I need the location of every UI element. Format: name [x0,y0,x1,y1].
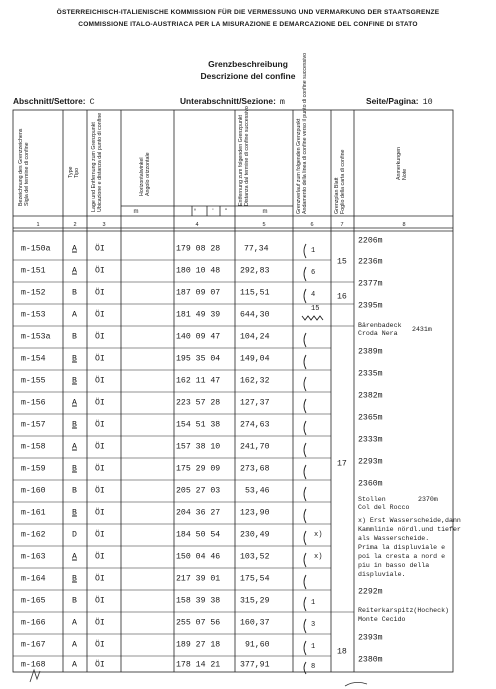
row-course-mark: 1 [311,599,316,607]
note-elevation: 2236m [358,257,383,267]
row-angle: 217 39 01 [176,574,221,584]
col-number-2: 2 [73,222,77,228]
note-elevation: 2333m [358,435,383,445]
sheet-number: 17 [337,459,347,469]
row-angle: 184 50 54 [176,530,221,540]
row-course-mark: 1 [311,247,316,255]
row-distance: 104,24 [240,332,270,342]
row-location: ÖI [95,332,105,342]
section-value: C [89,97,95,107]
page-value: 10 [422,97,433,107]
row-id: m-157 [21,420,46,430]
row-course-mark: 8 [311,663,316,671]
col-number-8: 8 [402,222,406,228]
row-course-note: x) [314,553,323,561]
note-elevation: 2206m [358,236,383,246]
col6-header: Grenzverlauf zum folgenden Grenzpunkt Andamento della linea di confine verso il punto di confine successivo [296,52,309,214]
row-angle: 204 36 27 [176,508,221,518]
row-distance: 160,37 [240,618,270,628]
document-title-german: Grenzbeschreibung [208,59,288,69]
row-angle: 178 14 21 [176,660,221,670]
row-type: B [72,376,77,386]
row-angle: 162 11 47 [176,376,221,386]
row-angle: 175 29 09 [176,464,221,474]
row-type: A [72,618,77,628]
note-remark: Kammlinie nördl.und tiefer [358,526,461,533]
row-angle: 187 09 07 [176,288,221,298]
row-angle: 223 57 28 [176,398,221,408]
row-location: ÖI [95,310,105,320]
row-id: m-158 [21,442,46,452]
row-type: B [72,464,77,474]
row-course-mark: 3 [311,621,316,629]
row-location: ÖI [95,552,105,562]
row-type: A [72,310,77,320]
note-elevation: 2335m [358,369,383,379]
row-distance: 103,52 [240,552,270,562]
row-id: m-156 [21,398,46,408]
row-distance: 91,60 [245,640,270,650]
unit-meter-loc: m [133,209,139,215]
page-label: Seite/Pagina: [366,96,419,106]
row-angle: 150 04 46 [176,552,221,562]
sheet-number: 18 [337,647,347,657]
row-location: ÖI [95,508,105,518]
note-elevation: 2377m [358,279,383,289]
row-id: m-167 [21,640,46,650]
note-remark: poi la cresta a nord e [358,553,446,560]
note-remark: Prima la displuviale e [358,544,446,551]
row-distance: 162,32 [240,376,270,386]
row-id: m-160 [21,486,46,496]
row-angle: 140 09 47 [176,332,221,342]
unit-minute: ' [212,209,214,215]
commission-title-italian: COMMISSIONE ITALO-AUSTRIACA PER LA MISURAZIONE E DEMARCAZIONE DEL CONFINE DI STATO [78,21,418,28]
col-number-6: 6 [310,222,314,228]
row-type: A [72,266,77,276]
row-id: m-168 [21,660,46,670]
row-angle: 180 10 48 [176,266,221,276]
note-remark: piu in basso della [358,562,430,569]
note-place: Reiterkarspitz(Hocheck) [358,607,450,614]
row-type: A [72,552,77,562]
row-id: m-166 [21,618,46,628]
row-location: ÖI [95,244,105,254]
sheet-number: 16 [337,292,347,302]
row-distance: 241,70 [240,442,270,452]
row-id: m-155 [21,376,46,386]
subsection-value: m [279,97,285,107]
note-elevation: 2292m [358,587,383,597]
row-angle: 179 08 28 [176,244,221,254]
row-location: ÖI [95,640,105,650]
sheet-number: 15 [337,257,347,267]
row-type: B [72,486,77,496]
row-type: B [72,508,77,518]
row-type: B [72,332,77,342]
row-course-mark: 4 [311,291,316,299]
row-type: B [72,574,77,584]
row-type: A [72,398,77,408]
col3-header: Lage und Entfernung zum Grenzpunkt Ubicazione e distanza dal punto di confine [91,112,104,212]
row-type: A [72,244,77,254]
note-elevation: 2382m [358,391,383,401]
row-id: m-161 [21,508,46,518]
row-distance: 377,91 [240,660,270,670]
note-elevation: 2293m [358,457,383,467]
row-location: ÖI [95,464,105,474]
row-location: ÖI [95,420,105,430]
row-id: m-153a [21,332,51,342]
row-type: B [72,354,77,364]
col7-header: Grenzplan Blatt Foglio della carta di confine [334,149,347,214]
row-angle: 195 35 04 [176,354,221,364]
row-location: ÖI [95,574,105,584]
note-remark: displuviale. [358,571,406,578]
col-number-4: 4 [195,222,199,228]
note-place: Bärenbadeck [358,322,402,329]
row-id: m-162 [21,530,46,540]
col-number-1: 1 [36,222,40,228]
col-number-5: 5 [262,222,266,228]
unit-degree: ° [193,209,197,215]
note-elevation: 2389m [358,347,383,357]
col-number-7: 7 [340,222,344,228]
row-distance: 644,30 [240,310,270,320]
row-location: ÖI [95,618,105,628]
row-type: A [72,640,77,650]
row-id: m-152 [21,288,46,298]
row-distance: 230,49 [240,530,270,540]
row-distance: 53,46 [245,486,270,496]
row-type: A [72,660,77,670]
row-id: m-163 [21,552,46,562]
document-title-italian: Descrizione del confine [200,71,296,81]
row-angle: 181 49 39 [176,310,221,320]
subsection-label: Unterabschnitt/Sezione: [180,96,276,106]
row-id: m-159 [21,464,46,474]
row-id: m-165 [21,596,46,606]
note-elevation: 2365m [358,413,383,423]
row-distance: 292,83 [240,266,270,276]
row-angle: 205 27 03 [176,486,221,496]
row-distance: 315,29 [240,596,270,606]
row-location: ÖI [95,398,105,408]
row-id: m-164 [21,574,46,584]
row-id: m-154 [21,354,46,364]
row-course-mark: 1 [311,643,316,651]
row-distance: 115,51 [240,288,270,298]
note-elevation: 2370m [418,496,438,503]
note-place: Croda Nera [358,330,398,337]
row-course-note: x) [314,531,323,539]
note-remark: als Wasserscheide. [358,535,430,542]
row-angle: 158 39 38 [176,596,221,606]
handwritten-mark-right [345,682,367,686]
row-distance: 175,54 [240,574,270,584]
note-elevation: 2395m [358,301,383,311]
row-distance: 273,68 [240,464,270,474]
col5-header: Entfernung zum folgenden Grenzpunkt Distanza dal termine di confine successivo [238,106,251,206]
row-angle: 154 51 38 [176,420,221,430]
row-course-mark: 6 [311,269,316,277]
note-elevation: 2360m [358,479,383,489]
unit-meter-dist: m [262,209,268,215]
note-elevation: 2380m [358,655,383,665]
row-course-mark: 15 [311,305,320,313]
row-location: ÖI [95,354,105,364]
row-location: ÖI [95,596,105,606]
row-angle: 157 38 10 [176,442,221,452]
row-location: ÖI [95,530,105,540]
row-location: ÖI [95,288,105,298]
row-id: m-153 [21,310,46,320]
row-location: ÖI [95,376,105,386]
section-label: Abschnitt/Settore: [13,96,86,106]
col-number-3: 3 [102,222,106,228]
row-id: m-150a [21,244,51,254]
row-type: D [72,530,77,540]
row-distance: 274,63 [240,420,270,430]
row-location: ÖI [95,442,105,452]
row-location: ÖI [95,486,105,496]
row-distance: 77,34 [244,244,269,254]
row-distance: 149,04 [240,354,270,364]
row-type: B [72,420,77,430]
row-id: m-151 [21,266,46,276]
row-type: B [72,288,77,298]
row-angle: 255 07 56 [176,618,221,628]
note-place: Col del Rocco [358,504,410,511]
note-place: Monte Cecido [358,616,406,623]
col4-header: Horizontalwinkel Angolo orizzontale [139,152,152,196]
col8-header: Anmerkungen Note [396,147,409,180]
row-distance: 123,90 [240,508,270,518]
note-place: Stollen [358,496,386,503]
row-location: ÖI [95,660,105,670]
col1-header: Bezeichnung des Grenzzeichens Sigla del termine di confine [18,128,31,206]
row-location: ÖI [95,266,105,276]
commission-title-german: ÖSTERREICHISCH-ITALIENISCHE KOMMISSION FÜR DIE VERMESSUNG UND VERMARKUNG DER STAATSGRENZE [56,9,440,16]
note-remark: x) Erst Wasserscheide,dann [358,517,461,524]
unit-second: " [224,209,228,215]
note-elevation: 2393m [358,633,383,643]
note-elevation: 2431m [412,326,432,333]
row-angle: 189 27 18 [176,640,221,650]
row-type: A [72,442,77,452]
row-type: B [72,596,77,606]
col2-header: Type Tipo [68,166,81,178]
row-distance: 127,37 [240,398,270,408]
